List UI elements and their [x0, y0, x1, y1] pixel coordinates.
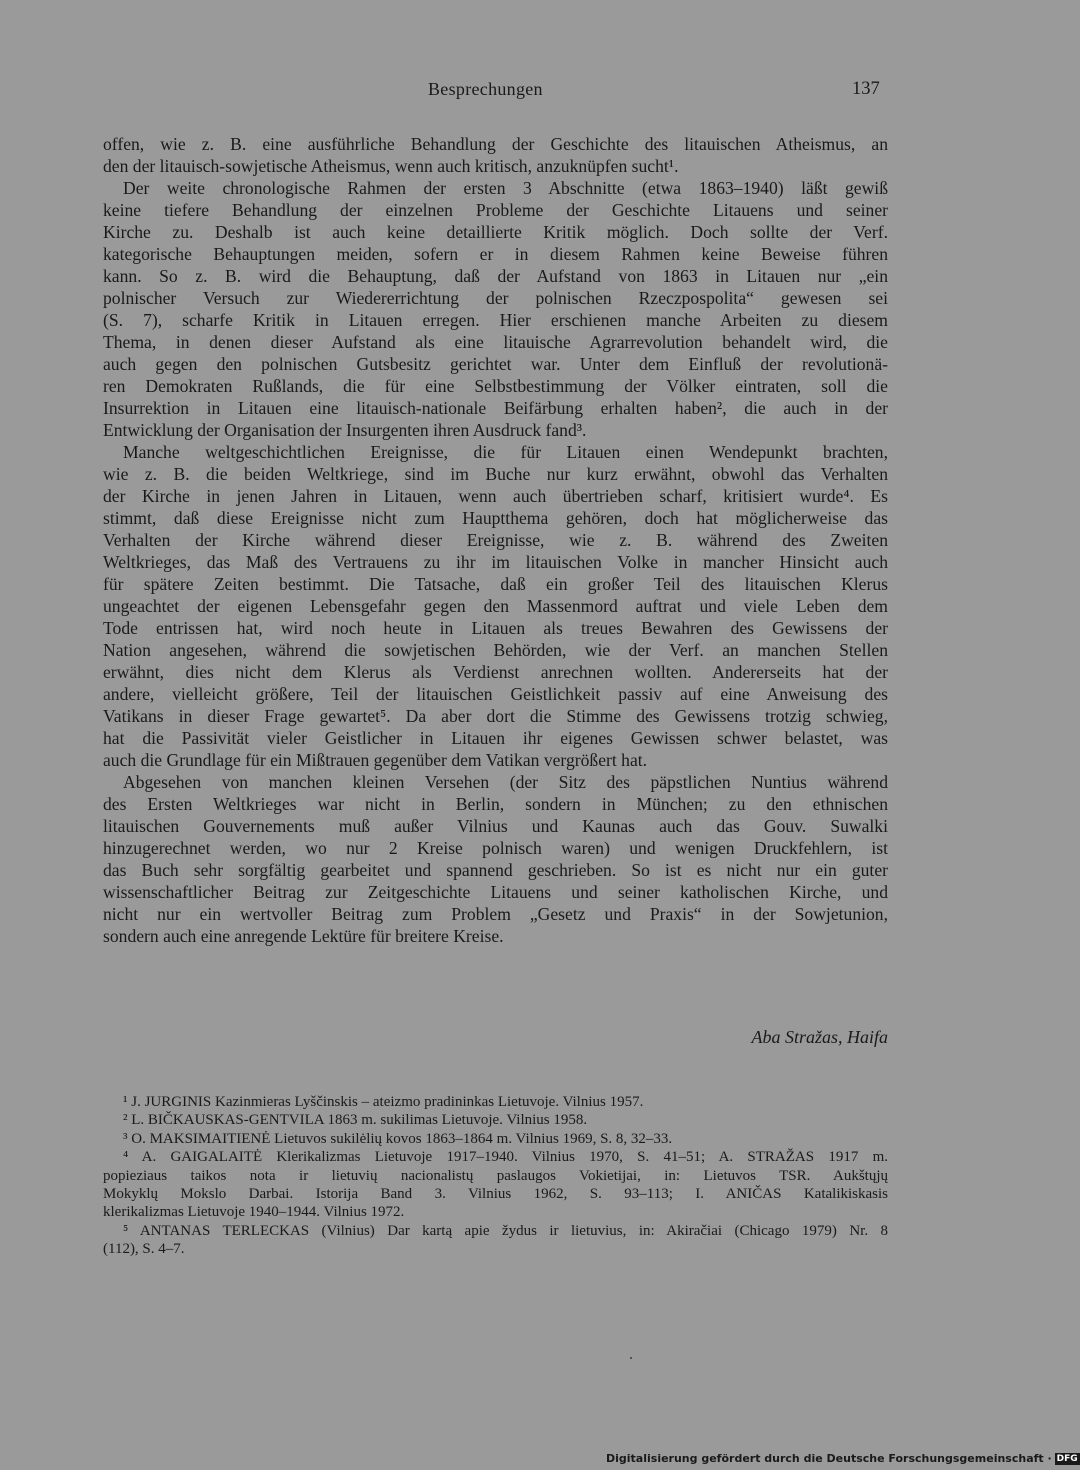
body-line: kann. So z. B. wird die Behauptung, daß der Aufstand von 1863 in Litauen nur „ein	[103, 266, 888, 286]
body-line: hat die Passivität vieler Geistlicher in Litauen ihr eigenes Gewissen schwer belastet, was	[103, 728, 888, 748]
footnote-line: ³ O. MAKSIMAITIENĖ Lietuvos sukilėlių kovos 1863–1864 m. Vilnius 1969, S. 8, 32–33.	[123, 1130, 673, 1147]
body-line: litauischen Gouvernements muß außer Vilnius und Kaunas auch das Gouv. Suwalki	[103, 816, 888, 836]
body-line: auch gegen den polnischen Gutsbesitz gerichtet war. Unter dem Einfluß der revolutionä-	[103, 354, 888, 374]
body-line: Der weite chronologische Rahmen der ersten 3 Abschnitte (etwa 1863–1940) läßt gewiß	[123, 178, 888, 198]
body-line: Vatikans in dieser Frage gewartet⁵. Da aber dort die Stimme des Gewissens trotzig schwieg,	[103, 706, 888, 726]
footnote-line: Mokyklų Mokslo Darbai. Istorija Band 3. Vilnius 1962, S. 93–113; I. ANIČAS Katalikiskasis	[103, 1185, 888, 1202]
footer-text: Digitalisierung gefördert durch die Deutsche Forschungsgemeinschaft ·	[606, 1452, 1052, 1465]
body-line: Kirche zu. Deshalb ist auch keine detaillierte Kritik möglich. Doch sollte der Verf.	[103, 222, 888, 242]
body-line: kategorische Behauptungen meiden, sofern er in diesem Rahmen keine Beweise führen	[103, 244, 888, 264]
body-line: keine tiefere Behandlung der einzelnen Probleme der Geschichte Litauens und seiner	[103, 200, 888, 220]
body-line: nicht nur ein wertvoller Beitrag zum Problem „Gesetz und Praxis“ in der Sowjetunion,	[103, 904, 888, 924]
body-line: ren Demokraten Rußlands, die für eine Selbstbestimmung der Völker eintraten, soll die	[103, 376, 888, 396]
footnote-line: popieziaus taikos nota ir lietuvių nacionalistų paslaugos Vokietijai, in: Lietuvos TSR. Aukštųjų	[103, 1167, 888, 1184]
body-text	[103, 133, 888, 947]
body-line: wie z. B. die beiden Weltkriege, sind im Buche nur kurz erwähnt, obwohl das Verhalten	[103, 464, 888, 484]
body-line: sondern auch eine anregende Lektüre für breitere Kreise.	[103, 926, 504, 946]
body-line: Nation angesehen, während die sowjetischen Behörden, wie der Verf. an manchen Stellen	[103, 640, 888, 660]
body-line: den der litauisch-sowjetische Atheismus, wenn auch kritisch, anzuknüpfen sucht¹.	[103, 156, 679, 176]
body-line: erwähnt, dies nicht dem Klerus als Verdienst anrechnen wollten. Andererseits hat der	[103, 662, 888, 682]
body-line: (S. 7), scharfe Kritik in Litauen erregen. Hier erschienen manche Arbeiten zu diesem	[103, 310, 888, 330]
body-line: ungeachtet der eigenen Lebensgefahr gegen den Massenmord auftrat und viele Leben dem	[103, 596, 888, 616]
body-line: des Ersten Weltkrieges war nicht in Berlin, sondern in München; zu den ethnischen	[103, 794, 888, 814]
body-line: Tode entrissen hat, wird noch heute in Litauen als treues Bewahren des Gewissens der	[103, 618, 888, 638]
footnote-line: ⁴ A. GAIGALAITĖ Klerikalizmas Lietuvoje 1917–1940. Vilnius 1970, S. 41–51; A. STRAŽAS 1917 m.	[123, 1149, 888, 1166]
body-line: der Kirche in jenen Jahren in Litauen, wenn auch übertrieben scharf, kritisiert wurde⁴. Es	[103, 486, 888, 506]
body-line: Insurrektion in Litauen eine litauisch-nationale Beifärbung erhalten haben², die auch in der	[103, 398, 888, 418]
body-line: für spätere Zeiten bestimmt. Die Tatsache, daß ein großer Teil des litauischen Klerus	[103, 574, 888, 594]
page-header	[0, 79, 1000, 107]
footnotes	[103, 1093, 888, 1259]
body-line: stimmt, daß diese Ereignisse nicht zum Hauptthema gehören, doch hat möglicherweise das	[103, 508, 888, 528]
body-line: Thema, in denen dieser Aufstand als eine litauische Agrarrevolution behandelt wird, die	[103, 332, 888, 352]
body-line: hinzugerechnet werden, wo nur 2 Kreise polnisch waren) und wenigen Druckfehlern, ist	[103, 838, 888, 858]
body-line: Entwicklung der Organisation der Insurgenten ihren Ausdruck fand³.	[103, 420, 587, 440]
digitization-footer	[606, 1452, 1080, 1466]
footnote-line: klerikalizmas Lietuvoje 1940–1944. Vilnius 1972.	[103, 1204, 405, 1221]
footnote-line: ⁵ ANTANAS TERLECKAS (Vilnius) Dar kartą apie žydus ir lietuvius, in: Akiračiai (Chicago 1979) Nr. 8	[123, 1222, 888, 1239]
body-line: andere, vielleicht größere, Teil der litauischen Geistlichkeit passiv auf eine Anweisung des	[103, 684, 888, 704]
footnote-line: ² L. BIČKAUSKAS-GENTVILA 1863 m. sukilimas Lietuvoje. Vilnius 1958.	[123, 1112, 588, 1129]
body-line: Weltkrieges, das Maß des Vertrauens zu ihr im litauischen Volke in mancher Hinsicht auch	[103, 552, 888, 572]
page-number: 137	[852, 79, 880, 99]
body-line: wissenschaftlicher Beitrag zur Zeitgeschichte Litauens und seiner katholischen Kirche, und	[103, 882, 888, 902]
footnote-line: ¹ J. JURGINIS Kazinmieras Lyščinskis – ateizmo pradininkas Lietuvoje. Vilnius 1957.	[123, 1094, 644, 1110]
body-line: Manche weltgeschichtlichen Ereignisse, die für Litauen einen Wendepunkt brachten,	[123, 442, 888, 462]
running-head: Besprechungen	[428, 79, 543, 99]
author-signature: Aba Stražas, Haifa	[751, 1027, 888, 1047]
body-line: auch die Grundlage für ein Mißtrauen gegenüber dem Vatikan vergrößert hat.	[103, 750, 648, 770]
footnote-line: (112), S. 4–7.	[103, 1241, 185, 1258]
body-line: offen, wie z. B. eine ausführliche Behandlung der Geschichte des litauischen Atheismus, an	[103, 134, 888, 154]
body-line: polnischer Versuch zur Wiedererrichtung der polnischen Rzeczpospolita“ gewesen sei	[103, 288, 888, 308]
body-line: Verhalten der Kirche während dieser Ereignisse, wie z. B. während des Zweiten	[103, 530, 888, 550]
dfg-logo: DFG	[1056, 1454, 1078, 1464]
body-line: Abgesehen von manchen kleinen Versehen (der Sitz des päpstlichen Nuntius während	[123, 772, 888, 792]
body-line: das Buch sehr sorgfältig gearbeitet und spannend geschrieben. So ist es nicht nur ein guter	[103, 860, 888, 880]
scan-speck	[630, 1357, 632, 1359]
